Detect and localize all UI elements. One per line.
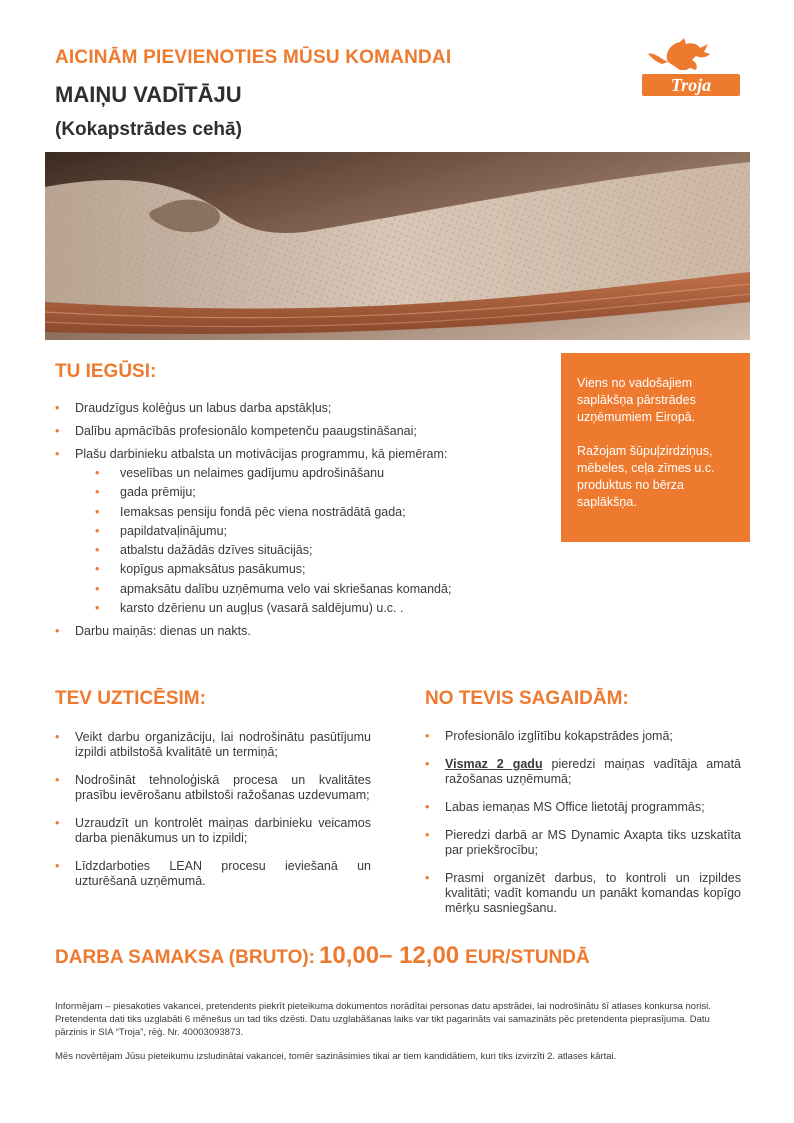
list-item-text: Plašu darbinieku atbalsta un motivācijas programmu, kā piemēram: xyxy=(75,447,448,461)
privacy-notice: Informējam – piesakoties vakancei, pretendents piekrīt pieteikuma dokumentos norādītai personas datu apstrādei, lai nodrošinātu šī atlases konkursa norisi. Pretendenta dati tiks uzglabāti 6 mēnešus un tad tiks dzēsti. Datu uzglabāšanas laiks var tikt pagarināts vai samazināts pēc pretendenta pieprasījuma. Datu pārzinis ir SIA “Troja”, rēģ. Nr. 40003093873. xyxy=(55,1001,711,1038)
list-item xyxy=(55,446,535,616)
page-subtitle: (Kokapstrādes cehā) xyxy=(55,119,242,140)
salary-line xyxy=(55,942,590,970)
salary-unit: EUR/STUNDĀ xyxy=(465,947,590,968)
horse-logo-icon xyxy=(640,36,742,100)
sub-list-item: • atbalstu dažādās dzīves situācijās; xyxy=(75,542,535,558)
sub-list-item: • Iemaksas pensiju fondā pēc viena nostrādātā gada; xyxy=(75,504,535,520)
list-item xyxy=(425,757,741,787)
selection-notice: Mēs novērtējam Jūsu pieteikumu izsludinātai vakancei, tomēr sazināsimies tikai ar tiem kandidātiem, kuri tiks izvirzīti 2. atlases kārtai. xyxy=(55,1051,617,1062)
sub-list-item: • veselības un nelaimes gadījumu apdrošināšanu xyxy=(75,465,535,481)
sub-list-item: • kopīgus apmaksātus pasākumus; xyxy=(75,561,535,577)
list-item: • Uzraudzīt un kontrolēt maiņas darbinieku veicamos darba pienākumus un to izpildi; xyxy=(55,816,371,846)
salary-range: 10,00– 12,00 xyxy=(319,942,460,969)
troja-logo xyxy=(640,36,742,100)
requirements-list xyxy=(425,729,741,929)
list-item: • Līdzdarboties LEAN procesu ieviešanā un uzturēšanā uzņēmumā. xyxy=(55,859,371,889)
header-tagline: AICINĀM PIEVIENOTIES MŪSU KOMANDAI xyxy=(55,47,452,68)
sub-list-item: • apmaksātu dalību uzņēmuma velo vai skriešanas komandā; xyxy=(75,581,535,597)
list-item: • Dalību apmācībās profesionālo kompetenču paaugstināšanai; xyxy=(55,423,535,439)
requirements-heading: NO TEVIS SAGAIDĀM: xyxy=(425,688,629,709)
experience-emphasis: Vismaz 2 gadu xyxy=(445,757,543,771)
benefits-heading: TU IEGŪSI: xyxy=(55,361,157,382)
company-info-box xyxy=(561,353,750,542)
list-item: • Prasmi organizēt darbus, to kontroli un izpildes kvalitāti; vadīt komandu un panākt komandas kopīgo mērķu sasniegšanu. xyxy=(425,871,741,916)
list-item: • Darbu maiņās: dienas un nakts. xyxy=(55,623,535,639)
list-item: • Pieredzi darbā ar MS Dynamic Axapta tiks uzskatīta par priekšrocību; xyxy=(425,828,741,858)
list-item: • Draudzīgus kolēģus un labus darba apstākļus; xyxy=(55,400,535,416)
logo-wordmark: Troja xyxy=(670,75,712,95)
sub-list-item: • gada prēmiju; xyxy=(75,484,535,500)
benefits-sublist xyxy=(75,465,535,616)
company-products-text: Ražojam šūpuļzirdziņus, mēbeles, ceļa zīmes u.c. produktus no bērza saplākšņa. xyxy=(577,444,715,509)
responsibilities-heading: TEV UZTICĒSIM: xyxy=(55,688,206,709)
list-item: • Nodrošināt tehnoloģiskā procesa un kvalitātes prasību ievērošanu atbilstoši ražošanas uzdevumam; xyxy=(55,773,371,803)
list-item: • Profesionālo izglītību kokapstrādes jomā; xyxy=(425,729,741,744)
plywood-photo xyxy=(45,152,750,340)
company-info-text: Viens no vadošajiem saplākšņa pārstrādes uzņēmumiem Eiropā. xyxy=(577,376,696,424)
sub-list-item: • papildatvaļinājumu; xyxy=(75,523,535,539)
list-item-text: pieredzi maiņas vadītāja amatā ražošanas uzņēmumā; xyxy=(445,757,741,786)
sub-list-item: • karsto dzērienu un augļus (vasarā saldējumu) u.c. . xyxy=(75,600,535,616)
list-item: • Labas iemaņas MS Office lietotāj programmās; xyxy=(425,800,741,815)
salary-label: DARBA SAMAKSA (BRUTO): xyxy=(55,947,315,968)
list-item: • Veikt darbu organizāciju, lai nodrošinātu pasūtījumu izpildi atbilstošā kvalitātē un termiņā; xyxy=(55,730,371,760)
page-title: MAIŅU VADĪTĀJU xyxy=(55,82,242,107)
responsibilities-list xyxy=(55,730,371,902)
benefits-list xyxy=(55,400,535,646)
